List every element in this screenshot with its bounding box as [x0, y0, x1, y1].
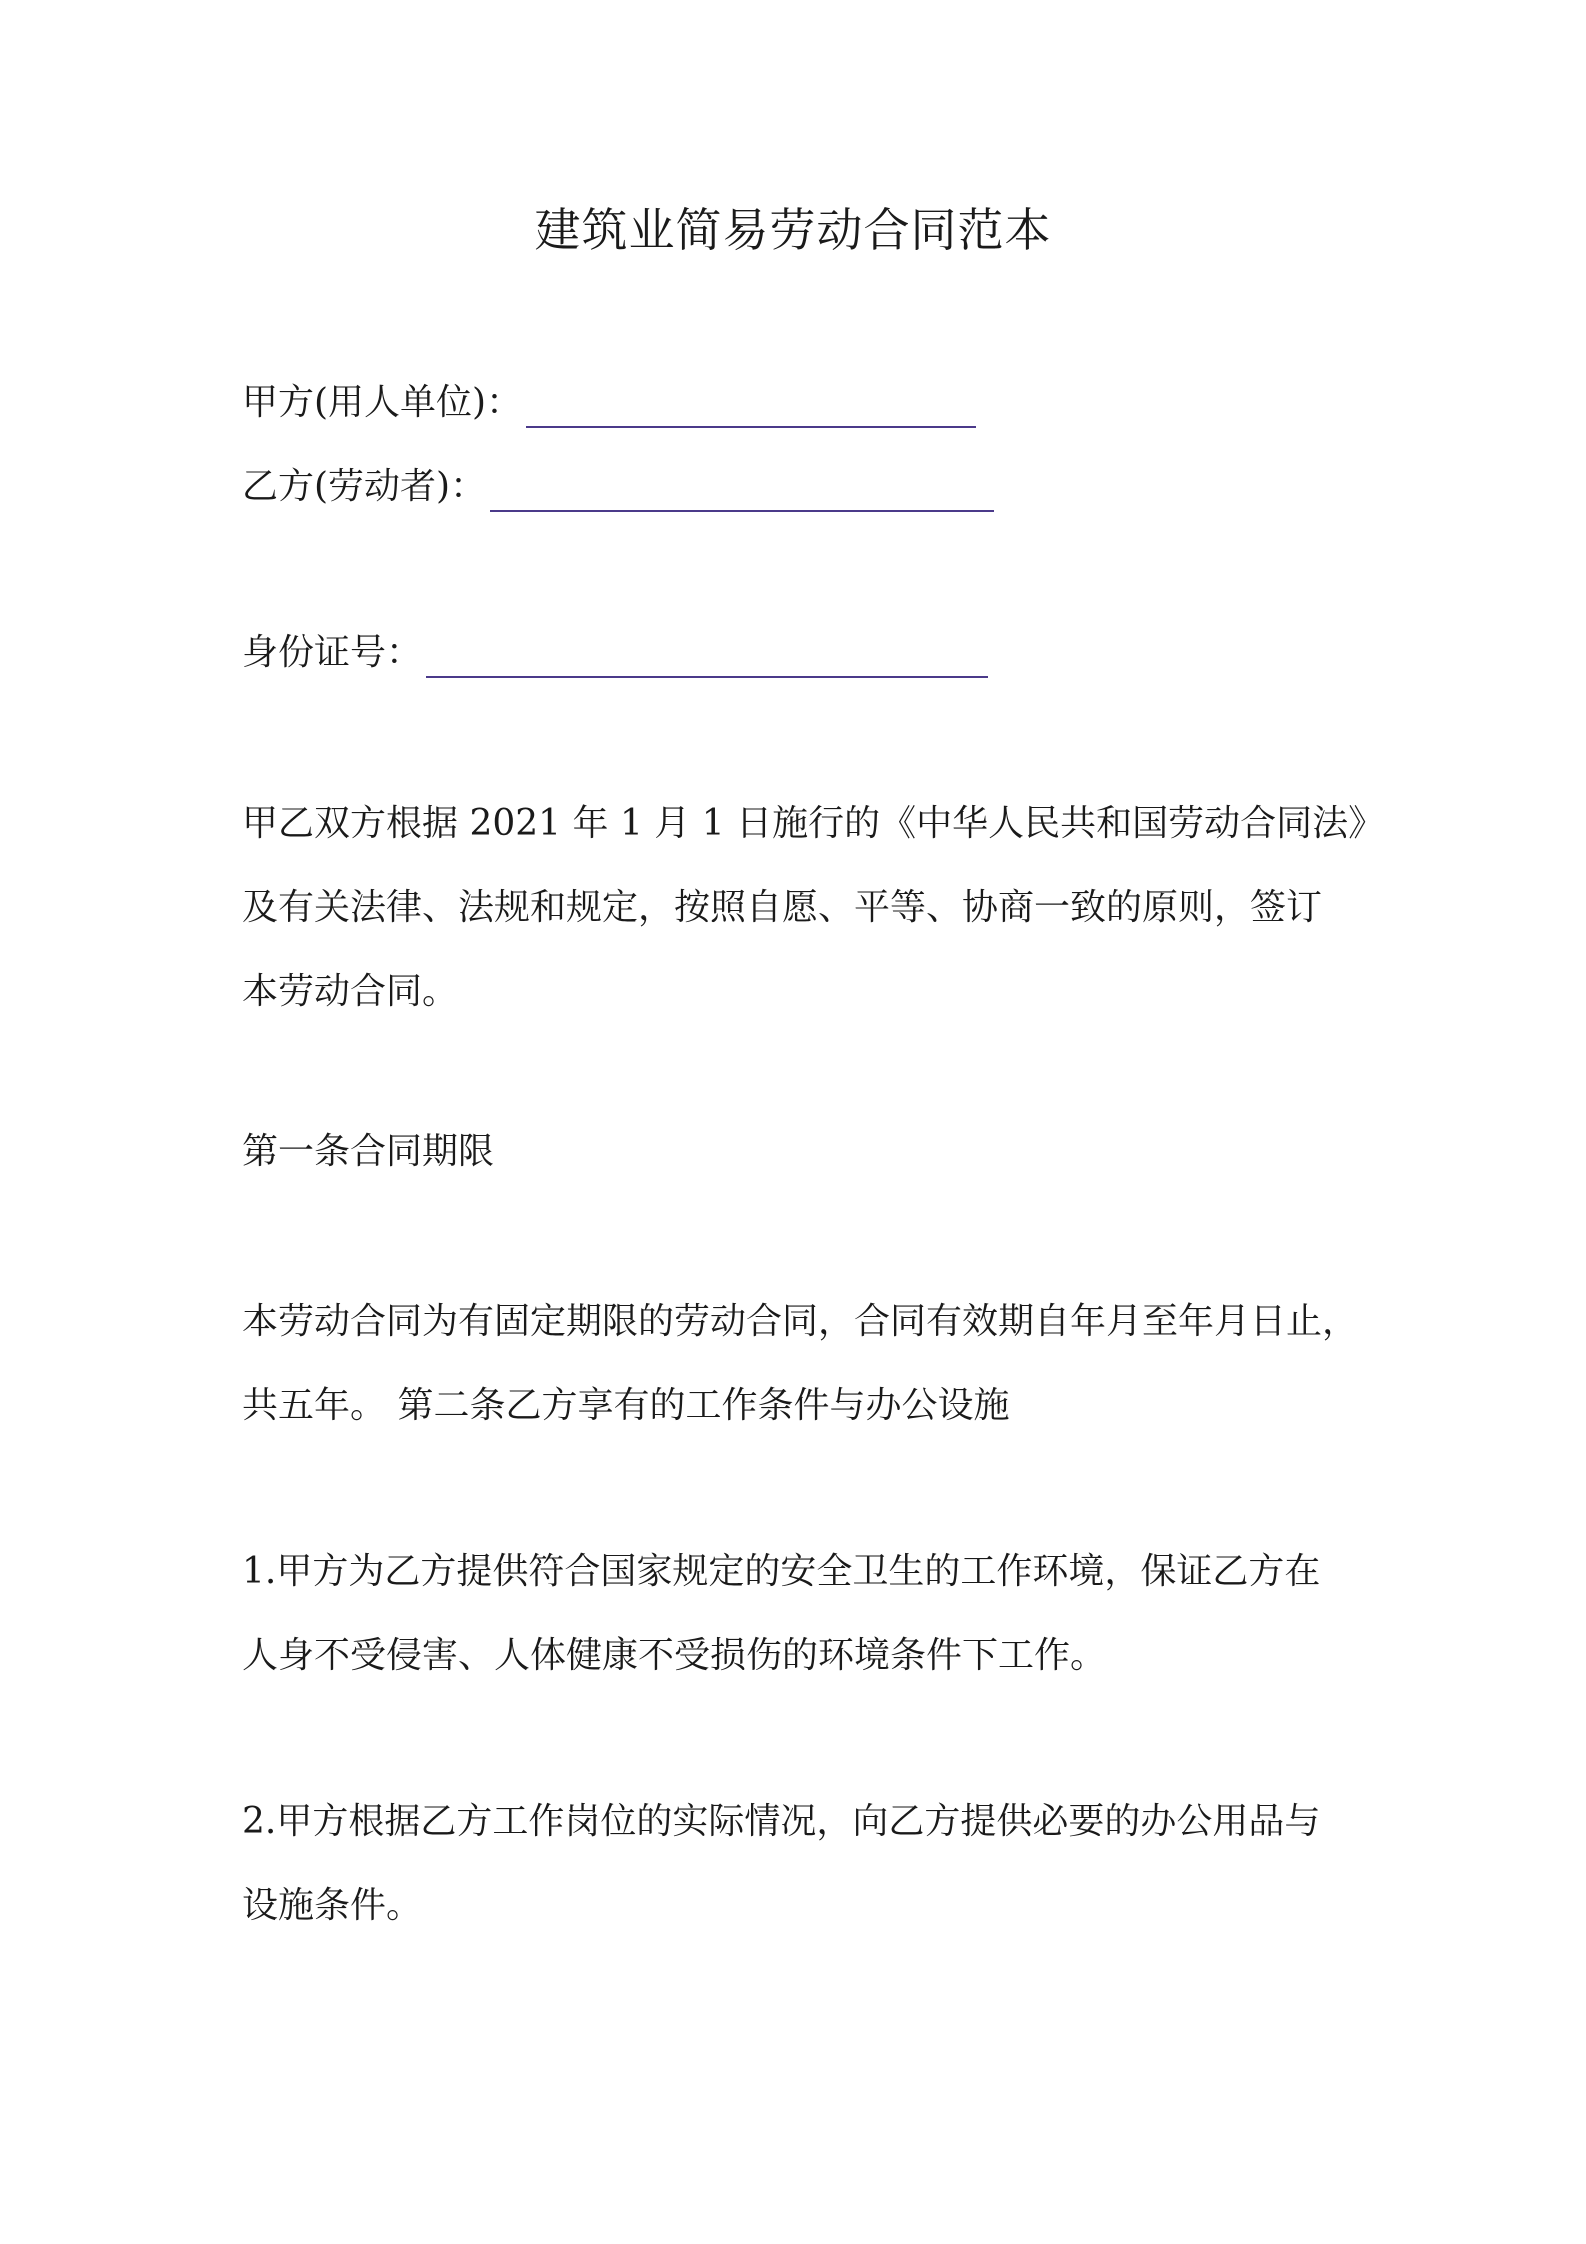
- party-a-field: [242, 378, 976, 428]
- party-b-label: 乙方(劳动者)：: [242, 466, 487, 507]
- document-title: 建筑业简易劳动合同范本: [534, 203, 1052, 257]
- id-number-label: 身份证号：: [242, 632, 423, 673]
- party-b-field: [242, 462, 994, 512]
- article-1-paragraph: [242, 1280, 1362, 1448]
- id-number-blank[interactable]: [426, 636, 988, 678]
- id-number-field: [242, 628, 988, 678]
- party-b-blank[interactable]: [490, 470, 994, 512]
- intro-line-3: 本劳动合同。: [242, 971, 459, 1012]
- item-2-line-2: 设施条件。: [242, 1885, 423, 1926]
- intro-line-2: 及有关法律、法规和规定，按照自愿、平等、协商一致的原则，签订: [242, 887, 1323, 928]
- article-1-line-1: 本劳动合同为有固定期限的劳动合同，合同有效期自年月至年月日止，: [242, 1301, 1359, 1342]
- item-2-paragraph: [242, 1780, 1362, 1948]
- article-1-line-2: 共五年。 第二条乙方享有的工作条件与办公设施: [242, 1385, 1010, 1426]
- item-2-line-1: 2.甲方根据乙方工作岗位的实际情况，向乙方提供必要的办公用品与: [242, 1801, 1321, 1842]
- item-1-paragraph: [242, 1530, 1362, 1698]
- party-a-blank[interactable]: [526, 386, 976, 428]
- item-1-line-1: 1.甲方为乙方提供符合国家规定的安全卫生的工作环境，保证乙方在: [242, 1551, 1321, 1592]
- party-a-label: 甲方(用人单位)：: [242, 382, 523, 423]
- article-1-heading: [242, 1110, 1362, 1194]
- item-1-line-2: 人身不受侵害、人体健康不受损伤的环境条件下工作。: [242, 1635, 1107, 1676]
- intro-paragraph: [242, 782, 1385, 1034]
- intro-line-1: 甲乙双方根据 2021 年 1 月 1 日施行的《中华人民共和国劳动合同法》: [242, 803, 1385, 844]
- article-1-heading-text: 第一条合同期限: [242, 1131, 495, 1172]
